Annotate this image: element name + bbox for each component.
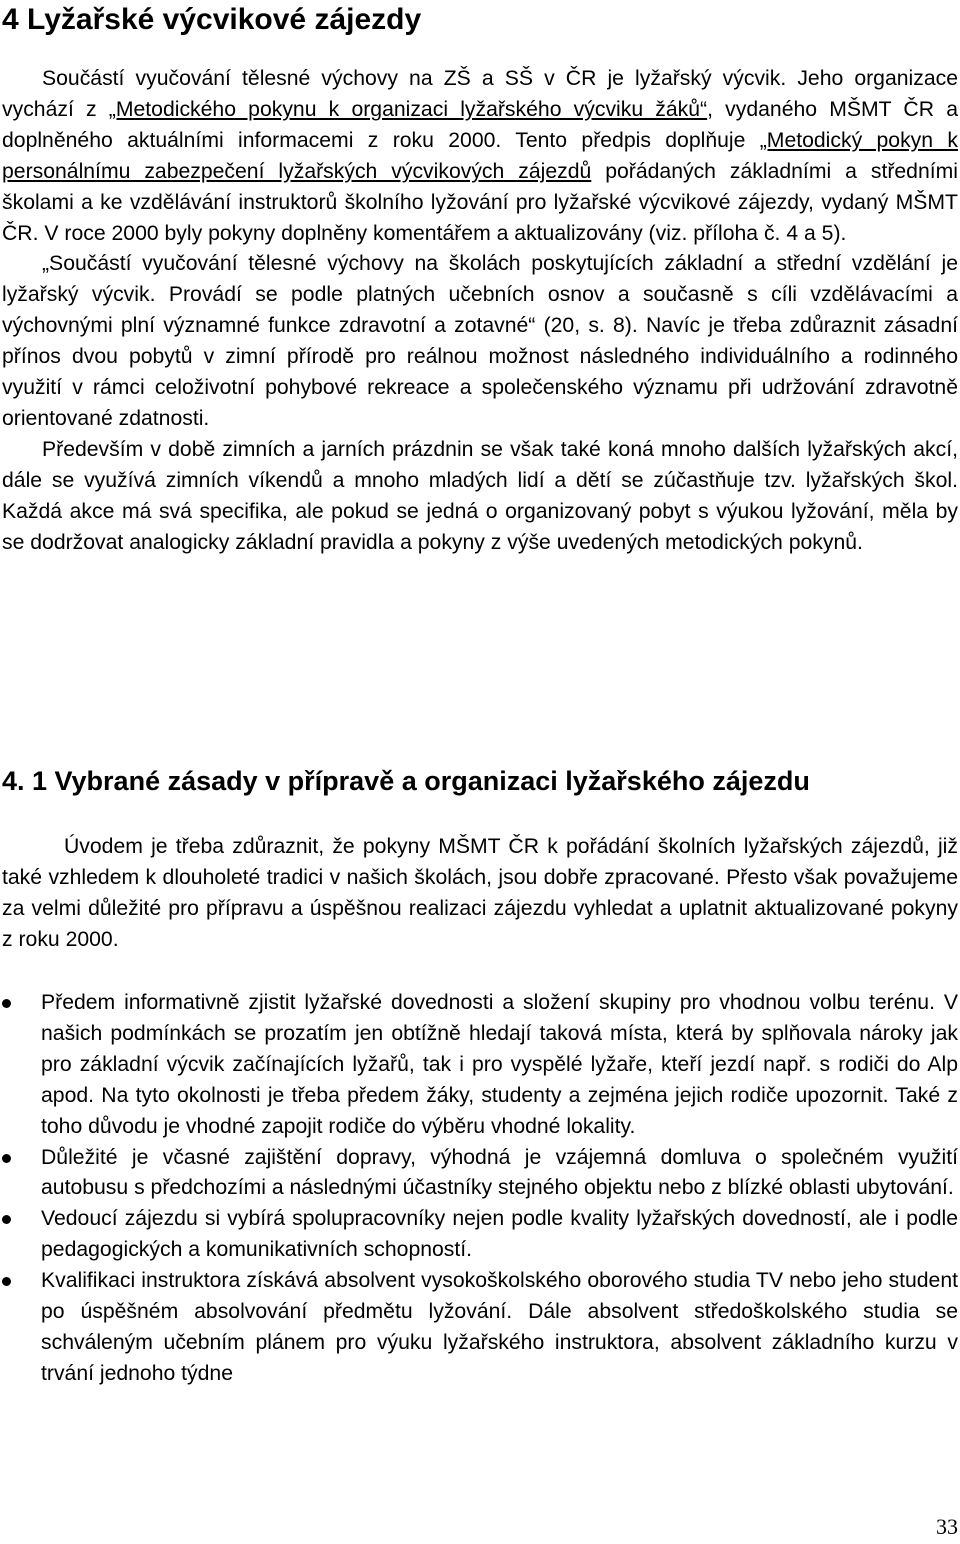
intro-p1-text-c: pořádaných základními a středními školami a ke vzdělávání instruktorů školního lyžování pro lyžařské výcvikové zájezdy, vydaný MŠMT ČR. V roce 2000 byly pokyny doplněny komentářem a aktualizovány (viz. příloha č. 4 a 5). (2, 159, 958, 245)
page-number: 33 (936, 1514, 958, 1539)
bullet-list (2, 988, 958, 1390)
list-item-text: Kvalifikaci instruktora získává absolvent vysokoškolského oborového studia TV nebo jeho student po úspěšném absolvování předmětu lyžování. Dále absolvent středoškolského studia se schváleným učebním plánem pro výuku lyžařského instruktora, absolvent základního kurzu v trvání jednoho týdne (41, 1269, 958, 1385)
intro-text (2, 64, 958, 559)
bullet-icon (2, 999, 11, 1008)
intro-p1-reference-2: „Metodický pokyn k personálnímu zabezpečení lyžařských výcvikových zájezdů (2, 128, 958, 183)
section-intro-text (2, 832, 958, 956)
list-item-text: Důležité je včasné zajištění dopravy, výhodná je vzájemná domluva o společném využití autobusu s předchozími a následnými účastníky stejného objektu nebo z blízké oblasti ubytování. (41, 1145, 958, 1200)
list-item (2, 1204, 958, 1266)
list-item-text: Předem informativně zjistit lyžařské dovednosti a složení skupiny pro vhodnou volbu terénu. V našich podmínkách se prozatím jen obtížně hledají taková místa, která by splňovala nároky jak pro základní výcvik začínajících lyžařů, tak i pro vyspělé lyžaře, kteří jezdí např. s rodiči do Alp apod. Na tyto okolnosti je třeba předem žáky, studenty a zejména jejich rodiče upozornit. Také z toho důvodu je vhodné zapojit rodiče do výběru vhodné lokality. (41, 991, 958, 1138)
bullet-icon (2, 1154, 11, 1163)
list-item (2, 1143, 958, 1205)
bullet-icon (2, 1277, 11, 1286)
list-item-text: Vedoucí zájezdu si vybírá spolupracovníky nejen podle kvality lyžařských dovedností, ale i podle pedagogických a komunikativních schopností. (41, 1207, 958, 1262)
section-heading: 4. 1 Vybrané zásady v přípravě a organizaci lyžařského zájezdu (2, 766, 810, 796)
intro-paragraph-2: „Součástí vyučování tělesné výchovy na školách poskytujících základní a střední vzdělání je lyžařský výcvik. Provádí se podle platných učebních osnov a současně s cíli vzdělávacími a výchovnými plní významné funkce zdravotní a zotavné“ (20, s. 8). Navíc je třeba zdůraznit zásadní přínos dvou pobytů v zimní přírodě pro reálnou možnost následného individuálního a rodinného využití v rámci celoživotní pohybové rekreace a společenského významu při udržování zdravotně orientované zdatnosti. (2, 252, 958, 430)
intro-p1-text-b: , vydaného MŠMT ČR a doplněného aktuálními informacemi z roku 2000. Tento předpis doplňuje (2, 97, 958, 152)
intro-p1-text-a: Součástí vyučování tělesné výchovy na ZŠ a SŠ v ČR je lyžařský výcvik. Jeho organizace vychází z (2, 67, 958, 121)
section-intro-paragraph: Úvodem je třeba zdůraznit, že pokyny MŠMT ČR k pořádání školních lyžařských zájezdů, již také vzhledem k dlouholeté tradici v našich školách, jsou dobře zpracované. Přesto však považujeme za velmi důležité pro přípravu a úspěšnou realizaci zájezdu vyhledat a uplatnit aktualizované pokyny z roku 2000. (2, 835, 958, 951)
intro-p1-reference-1: „Metodického pokynu k organizaci lyžařského výcviku žáků“ (108, 97, 708, 121)
intro-paragraph-1 (2, 64, 958, 249)
list-item (2, 1266, 958, 1390)
bullet-icon (2, 1215, 11, 1224)
intro-paragraph-3: Především v době zimních a jarních prázdnin se však také koná mnoho dalších lyžařských akcí, dále se využívá zimních víkendů a mnoho mladých lidí a dětí se zúčastňuje tzv. lyžařských škol. Každá akce má svá specifika, ale pokud se jedná o organizovaný pobyt s výukou lyžování, měla by se dodržovat analogicky základní pravidla a pokyny z výše uvedených metodických pokynů. (2, 437, 958, 554)
list-item (2, 988, 958, 1143)
chapter-heading: 4 Lyžařské výcvikové zájezdy (2, 3, 422, 36)
